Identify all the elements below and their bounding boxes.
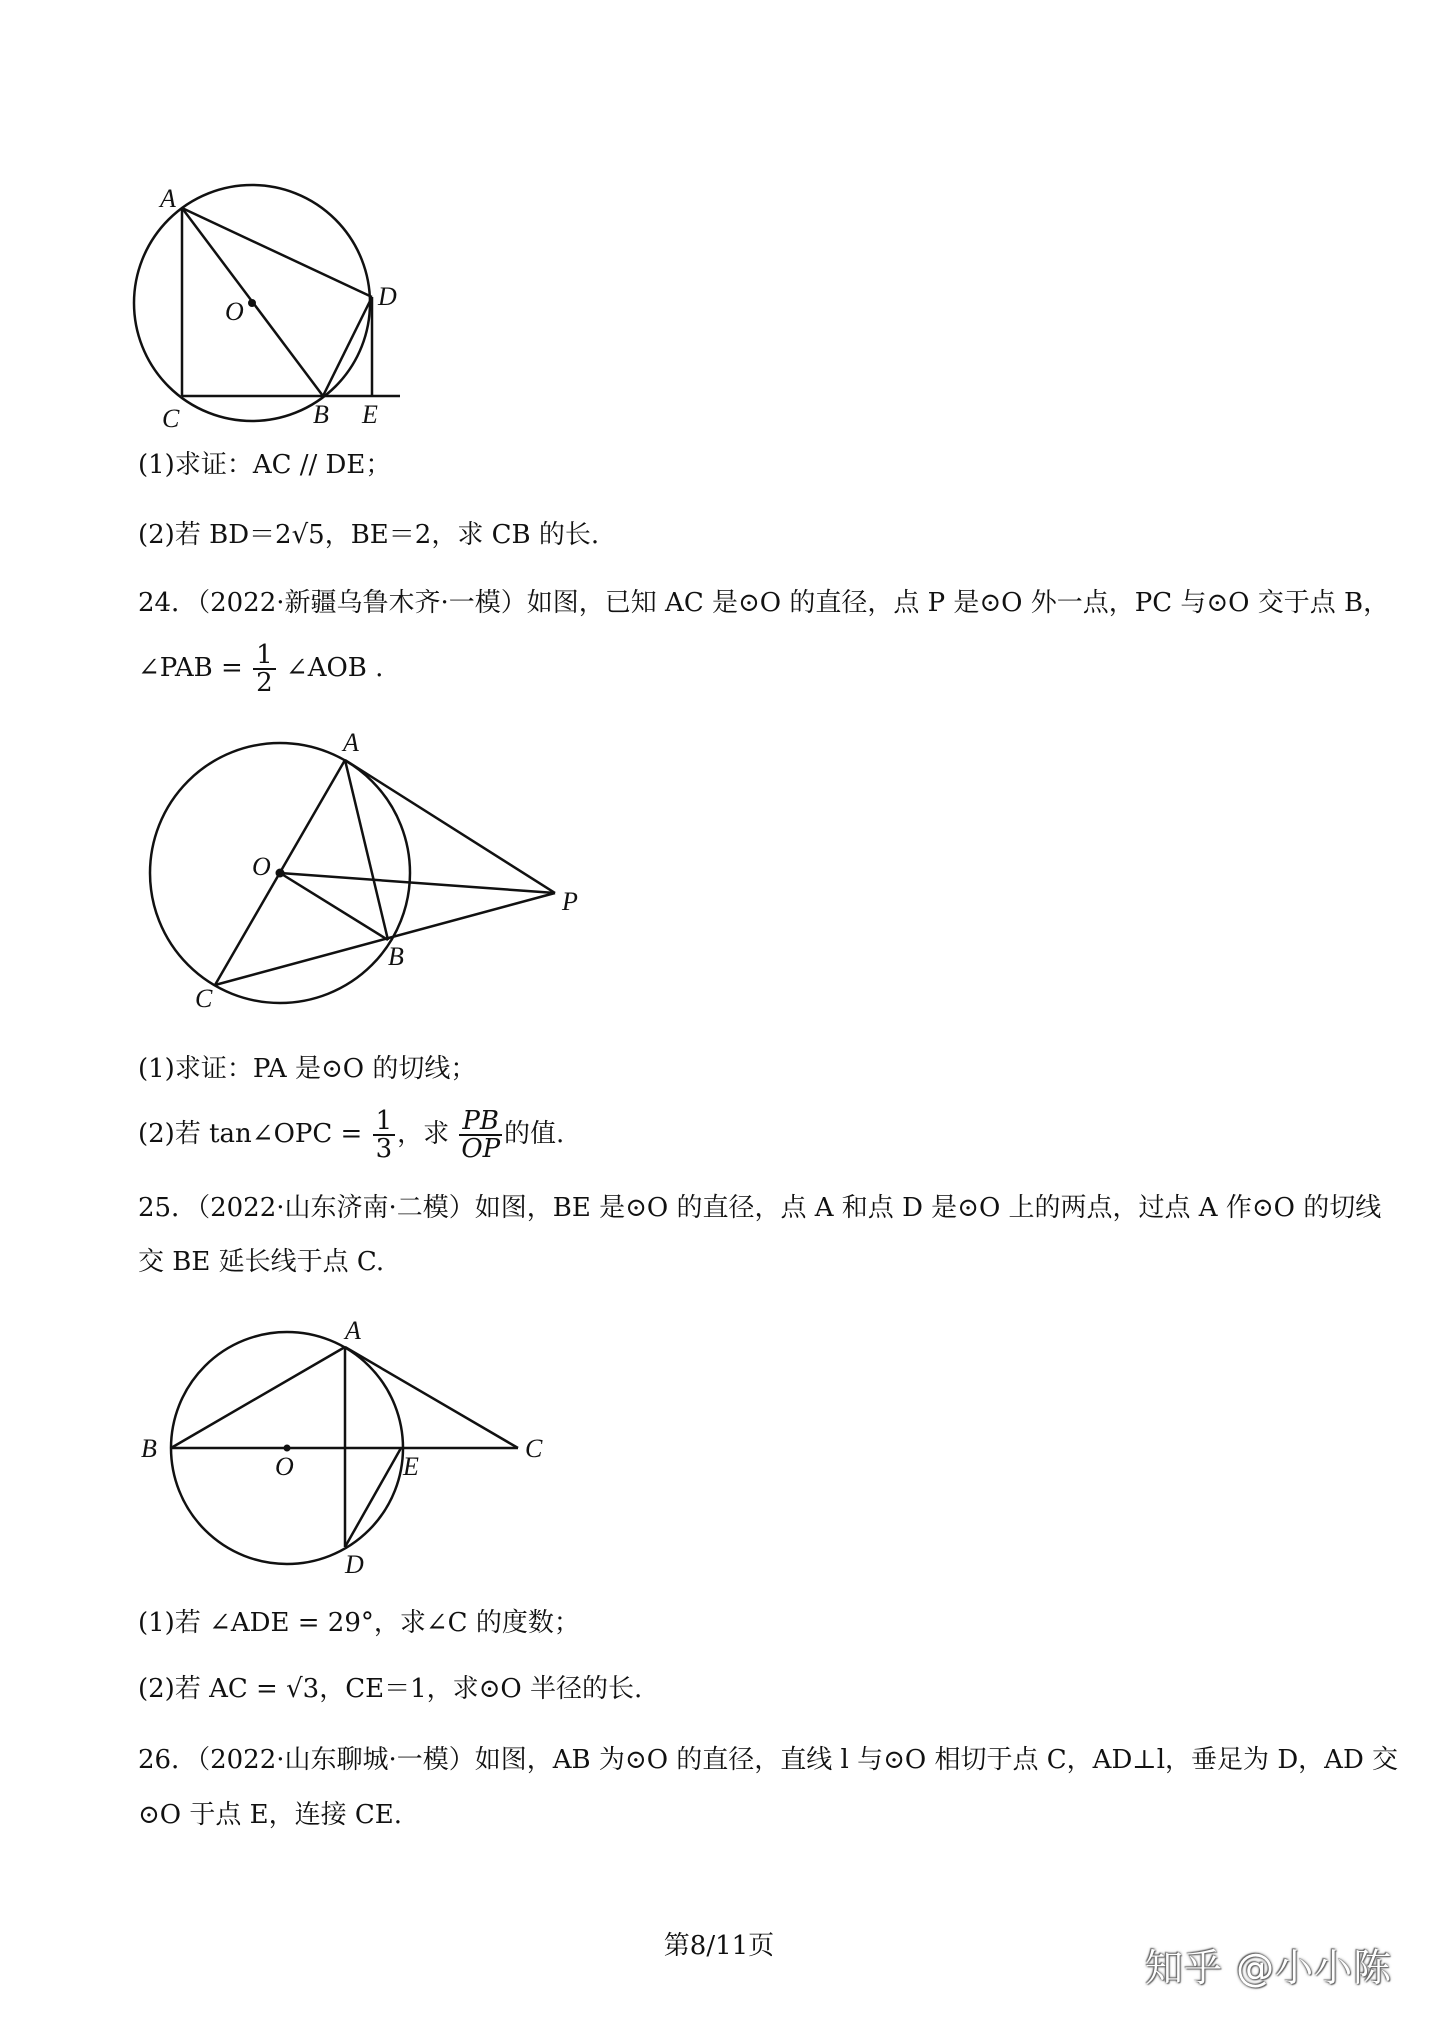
label-a: A: [345, 1316, 361, 1345]
figure-q24: [130, 725, 600, 1015]
label-c: C: [162, 404, 180, 433]
q24-stem-line2: ∠PAB = $\frac{1}{2}$ ∠AOB .: [138, 640, 384, 698]
label-e: E: [403, 1452, 419, 1481]
q24-part2: (2)若 tan∠OPC = $\frac{1}{3}$ ，求 $\frac{PB}{OP}$ 的值.: [138, 1106, 565, 1164]
label-c: C: [525, 1434, 543, 1463]
page-number: 第8/11页: [663, 1931, 775, 1961]
q26-stem-line1: 26．（2022·山东聊城·一模）如图，AB 为⊙O 的直径，直线 l 与⊙O 相切于点 C，AD⊥l，垂足为 D，AD 交: [138, 1745, 1399, 1775]
label-o: O: [252, 852, 271, 881]
label-d: D: [378, 282, 397, 311]
figure-q23: [120, 175, 420, 435]
q24-stem-line1: 24．（2022·新疆乌鲁木齐·一模）如图，已知 AC 是⊙O 的直径，点 P 是⊙O 外一点，PC 与⊙O 交于点 B，: [138, 588, 1390, 618]
label-p: P: [562, 887, 578, 916]
q25-stem-line1: 25．（2022·山东济南·二模）如图，BE 是⊙O 的直径，点 A 和点 D 是⊙O 上的两点，过点 A 作⊙O 的切线: [138, 1193, 1382, 1223]
label-b: B: [313, 400, 329, 429]
label-a: A: [343, 728, 359, 757]
q24-part1: (1)求证：PA 是⊙O 的切线；: [138, 1054, 477, 1084]
q24-ratio-fraction: $\frac{PB}{OP}$: [461, 1106, 501, 1164]
label-e: E: [362, 400, 378, 429]
q25-part2: (2)若 AC = √3，CE＝1，求⊙O 半径的长.: [138, 1674, 643, 1704]
label-b: B: [388, 942, 404, 971]
q25-stem-line2: 交 BE 延长线于点 C.: [138, 1247, 385, 1277]
label-o: O: [225, 297, 244, 326]
figure-q25: [135, 1315, 575, 1575]
label-a: A: [160, 184, 176, 213]
q23-part2: (2)若 BD＝2√5，BE＝2，求 CB 的长.: [138, 520, 600, 550]
label-d: D: [345, 1550, 364, 1575]
q25-part1: (1)若 ∠ADE = 29°，求∠C 的度数；: [138, 1608, 580, 1638]
label-b: B: [141, 1434, 157, 1463]
label-o: O: [275, 1452, 294, 1481]
q24-tan-fraction: $\frac{1}{3}$: [373, 1108, 396, 1162]
q23-part1: (1)求证：AC // DE；: [138, 450, 392, 480]
q26-stem-line2: ⊙O 于点 E，连接 CE.: [138, 1800, 403, 1830]
watermark: 知乎 @小小陈: [1145, 1946, 1393, 1990]
label-c: C: [195, 984, 213, 1013]
q24-fraction: $\frac{1}{2}$: [253, 642, 276, 696]
